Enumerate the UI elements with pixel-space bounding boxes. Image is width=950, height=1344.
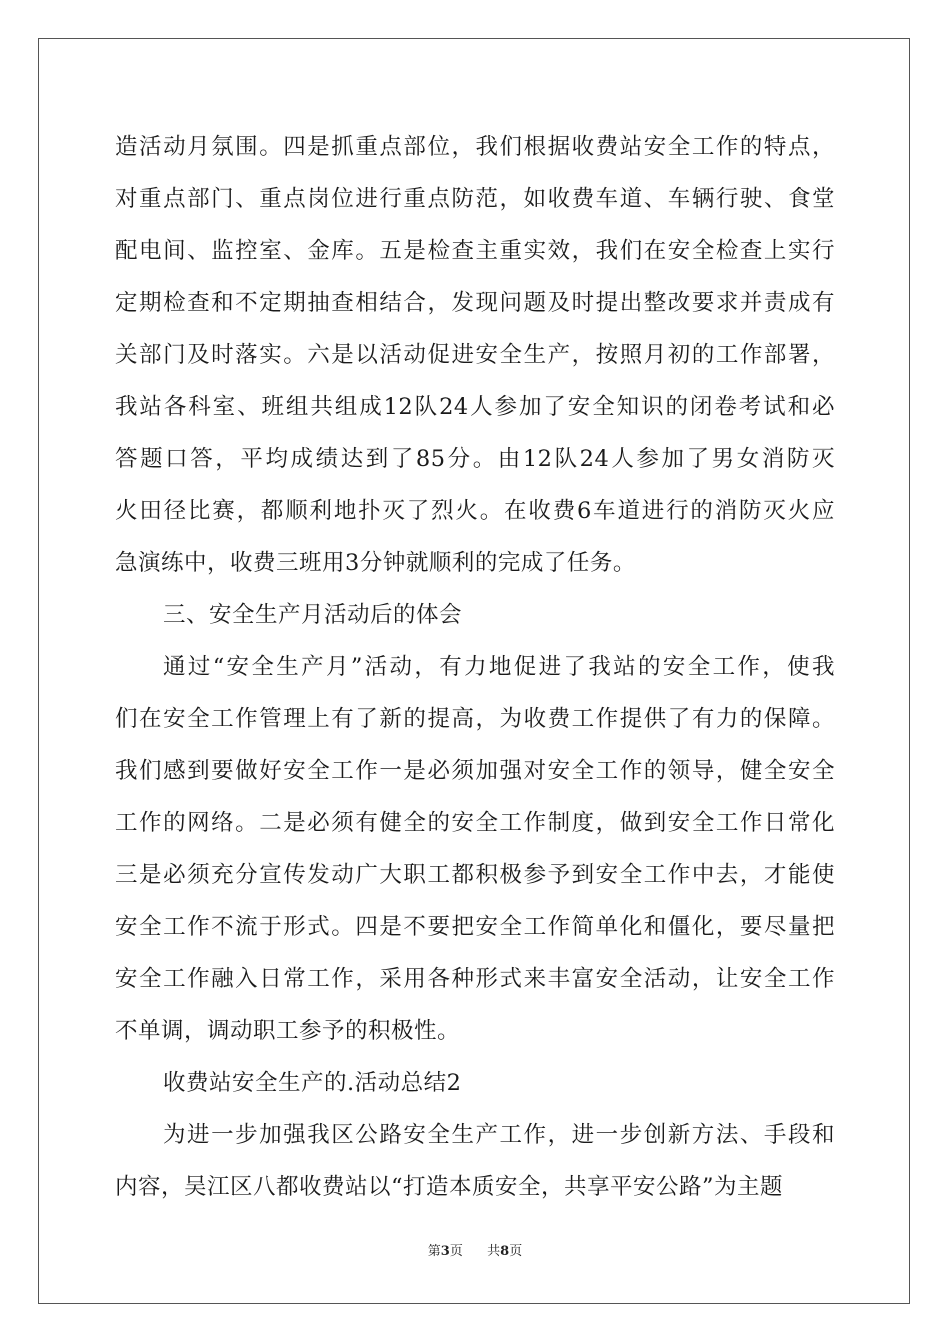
page-number: 第3页 [427,1244,463,1259]
text-line: 们在安全工作管理上有了新的提高，为收费工作提供了有力的保障。 [115,706,835,732]
text-line: 工作的网络。二是必须有健全的安全工作制度，做到安全工作日常化 [115,810,835,836]
text-line: 不单调，调动职工参予的积极性。 [115,1018,461,1044]
paragraph [115,589,835,641]
document-body [115,121,835,1213]
text-line: 定期检查和不定期抽查相结合，发现问题及时提出整改要求并责成有 [115,290,835,316]
text-line: 安全工作融入日常工作，采用各种形式来丰富安全活动，让安全工作 [115,966,835,992]
page-total: 共8页 [487,1244,523,1259]
text-line: 安全工作不流于形式。四是不要把安全工作简单化和僵化，要尽量把 [115,914,835,940]
text-line: 配电间、监控室、金库。五是检查主重实效，我们在安全检查上实行 [115,238,835,264]
text-line: 火田径比赛，都顺利地扑灭了烈火。在收费6车道进行的消防灭火应 [115,498,835,524]
paragraph [115,641,835,1057]
paragraph [115,1057,835,1109]
text-line: 内容，吴江区八都收费站以“打造本质安全，共享平安公路”为主题 [115,1174,784,1200]
text-line: 我们感到要做好安全工作一是必须加强对安全工作的领导，健全安全 [115,758,835,784]
text-line: 收费站安全生产的.活动总结2 [163,1070,462,1096]
paragraph [115,1109,835,1213]
text-line: 造活动月氛围。四是抓重点部位，我们根据收费站安全工作的特点， [115,134,835,160]
text-line: 我站各科室、班组共组成12队24人参加了安全知识的闭卷考试和必 [115,394,835,420]
text-line: 答题口答，平均成绩达到了85分。由12队24人参加了男女消防灭 [115,446,835,472]
text-line: 急演练中，收费三班用3分钟就顺利的完成了任务。 [115,550,636,576]
text-line: 通过“安全生产月”活动，有力地促进了我站的安全工作，使我 [163,654,835,680]
paragraph [115,121,835,589]
text-line: 关部门及时落实。六是以活动促进安全生产，按照月初的工作部署， [115,342,835,368]
text-line: 三是必须充分宣传发动广大职工都积极参予到安全工作中去，才能使 [115,862,835,888]
text-line: 为进一步加强我区公路安全生产工作，进一步创新方法、手段和 [163,1122,835,1148]
text-line: 三、安全生产月活动后的体会 [163,602,463,628]
page-footer [0,1243,950,1261]
text-line: 对重点部门、重点岗位进行重点防范，如收费车道、车辆行驶、食堂 [115,186,835,212]
